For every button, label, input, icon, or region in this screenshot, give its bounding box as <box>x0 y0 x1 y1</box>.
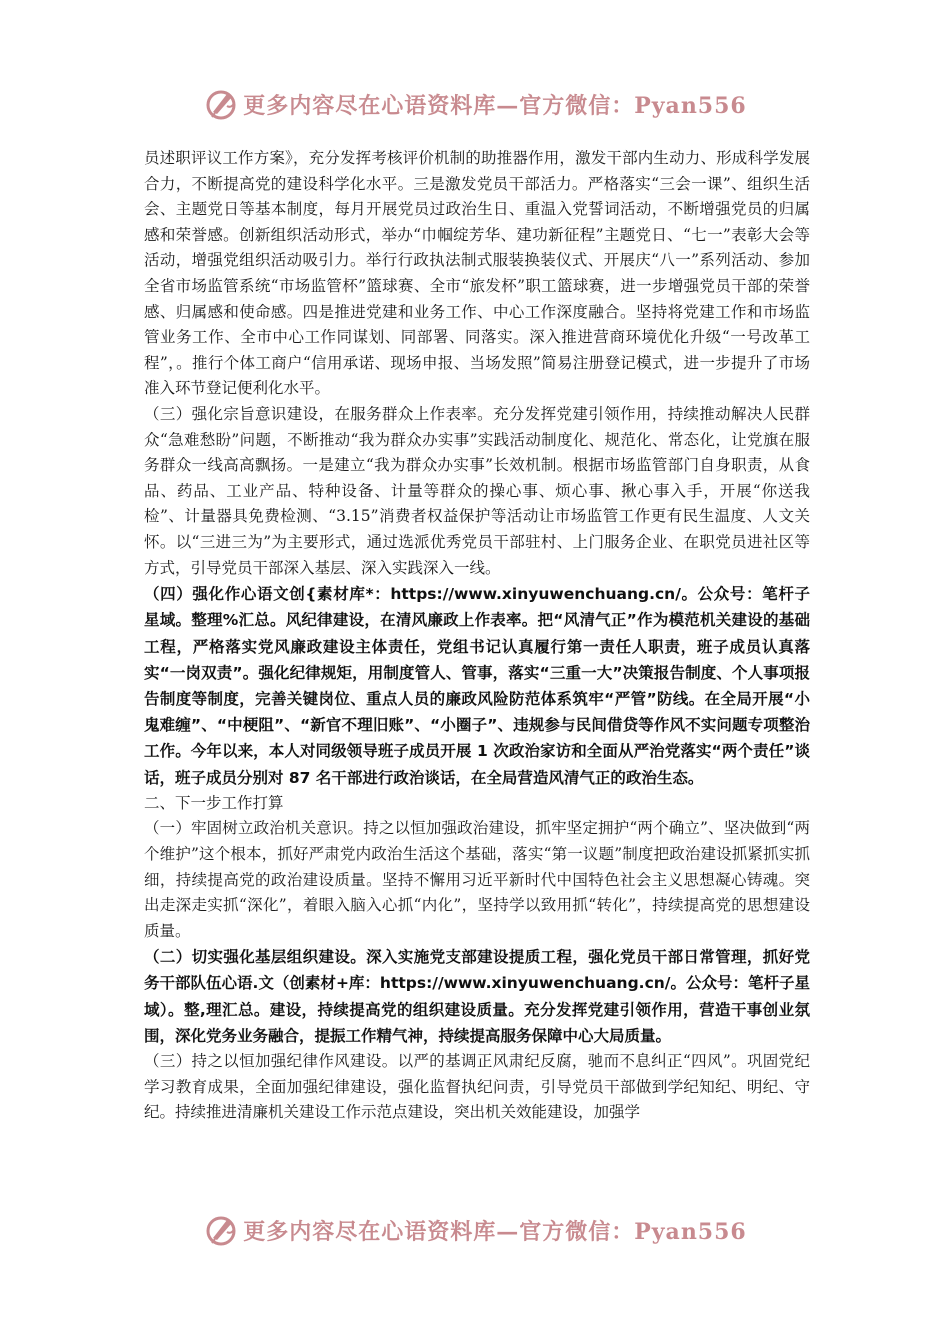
header-watermark-banner <box>0 84 950 124</box>
pen-nib-circle-icon <box>203 86 239 122</box>
document-body <box>144 146 810 1126</box>
paragraph-discipline-style: （三）持之以恒加强纪律作风建设。以严的基调正风肃纪反腐，驰而不息纠正“四风”。巩固党纪学习教育成果，全面加强纪律建设，强化监督执纪问责，引导党员干部做到学纪知纪、明纪、守纪。持续推进清廉机关建设工作示范点建设，突出机关效能建设，加强学 <box>144 1052 810 1122</box>
footer-banner-text: 更多内容尽在心语资料库—官方微信：Pyan556 <box>243 1218 747 1245</box>
paragraph-grassroots-organization: （二）切实强化基层组织建设。深入实施党支部建设提质工程，强化党员干部日常管理，抓好党务干部队伍心语.文（创素材+库：https://www.xinyuwenchuang.cn/。公众号：笔杆子星域）。整,理汇总。建设，持续提高党的组织建设质量。充分发挥党建引领作用，营造干事创业氛围，深化党务业务融合，提振工作精气神，持续提高服务保障中心大局质量。 <box>144 948 810 1045</box>
section-heading-next-steps: 二、下一步工作打算 <box>144 793 284 812</box>
paragraph-party-activities: 员述职评议工作方案》，充分发挥考核评价机制的助推器作用，激发干部内生动力、形成科学发展合力，不断提高党的建设科学化水平。三是激发党员干部活力。严格落实“三会一课”、组织生活会、主题党日等基本制度，每月开展党员过政治生日、重温入党誓词活动，不断增强党员的归属感和荣誉感。创新组织活动形式，举办“巾帼绽芳华、建功新征程”主题党日、“七一”表彰大会等活动，增强党组织活动吸引力。举行行政执法制式服装换装仪式、开展庆“八一”系列活动、参加全省市场监管系统“市场监管杯”篮球赛、全市“旅发杯”职工篮球赛，进一步增强党员干部的荣誉感、归属感和使命感。四是推进党建和业务工作、中心工作深度融合。坚持将党建工作和市场监管业务工作、全市中心工作同谋划、同部署、同落实。深入推进营商环境优化升级“一号改革工程”，。推行个体工商户“信用承诺、现场申报、当场发照”简易注册登记模式，进一步提升了市场准入环节登记便利化水平。 <box>144 149 810 398</box>
pen-nib-circle-icon <box>203 1212 239 1248</box>
paragraph-service-awareness: （三）强化宗旨意识建设，在服务群众上作表率。充分发挥党建引领作用，持续推动解决人民群众“急难愁盼”问题，不断推动“我为群众办实事”实践活动制度化、规范化、常态化，让党旗在服务群众一线高高飘扬。一是建立“我为群众办实事”长效机制。根据市场监管部门自身职责，从食品、药品、工业产品、特种设备、计量等群众的操心事、烦心事、揪心事入手，开展“你送我检”、计量器具免费检测、“3.15”消费者权益保护等活动让市场监管工作更有民生温度、人文关怀。以“三进三为”为主要形式，通过选派优秀党员干部驻村、上门服务企业、在职党员进社区等方式，引导党员干部深入基层、深入实践深入一线。 <box>144 404 810 577</box>
paragraph-discipline-building: （四）强化作心语文创{素材库*：https://www.xinyuwenchuang.cn/。公众号：笔杆子星域。整理%汇总。风纪律建设，在清风廉政上作表率。把“风清气正”作为模范机关建设的基础工程，严格落实党风廉政建设主体责任，党组书记认真履行第一责任人职责，班子成员认真落实“一岗双责”。强化纪律规矩，用制度管人、管事，落实“三重一大”决策报告制度、个人事项报告制度等制度，完善关键岗位、重点人员的廉政风险防范体系筑牢“严管”防线。在全局开展“小鬼难缠”、“中梗阻”、“新官不理旧账”、“小圈子”、违规参与民间借贷等作风不实问题专项整治工作。今年以来，本人对同级领导班子成员开展 1 次政治家访和全面从严治党落实“两个责任”谈话，班子成员分别对 87 名干部进行政治谈话，在全局营造风清气正的政治生态。 <box>144 585 810 787</box>
header-banner-text: 更多内容尽在心语资料库—官方微信：Pyan556 <box>243 92 747 119</box>
footer-watermark-banner <box>0 1210 950 1250</box>
paragraph-political-awareness: （一）牢固树立政治机关意识。持之以恒加强政治建设，抓牢坚定拥护“两个确立”、坚决做到“两个维护”这个根本，抓好严肃党内政治生活这个基础，落实“第一议题”制度把政治建设抓紧抓实抓细，持续提高党的政治建设质量。坚持不懈用习近平新时代中国特色社会主义思想凝心铸魂。突出走深走实抓“深化”，着眼入脑入心抓“内化”，坚持学以致用抓“转化”，持续提高党的思想建设质量。 <box>144 819 810 940</box>
